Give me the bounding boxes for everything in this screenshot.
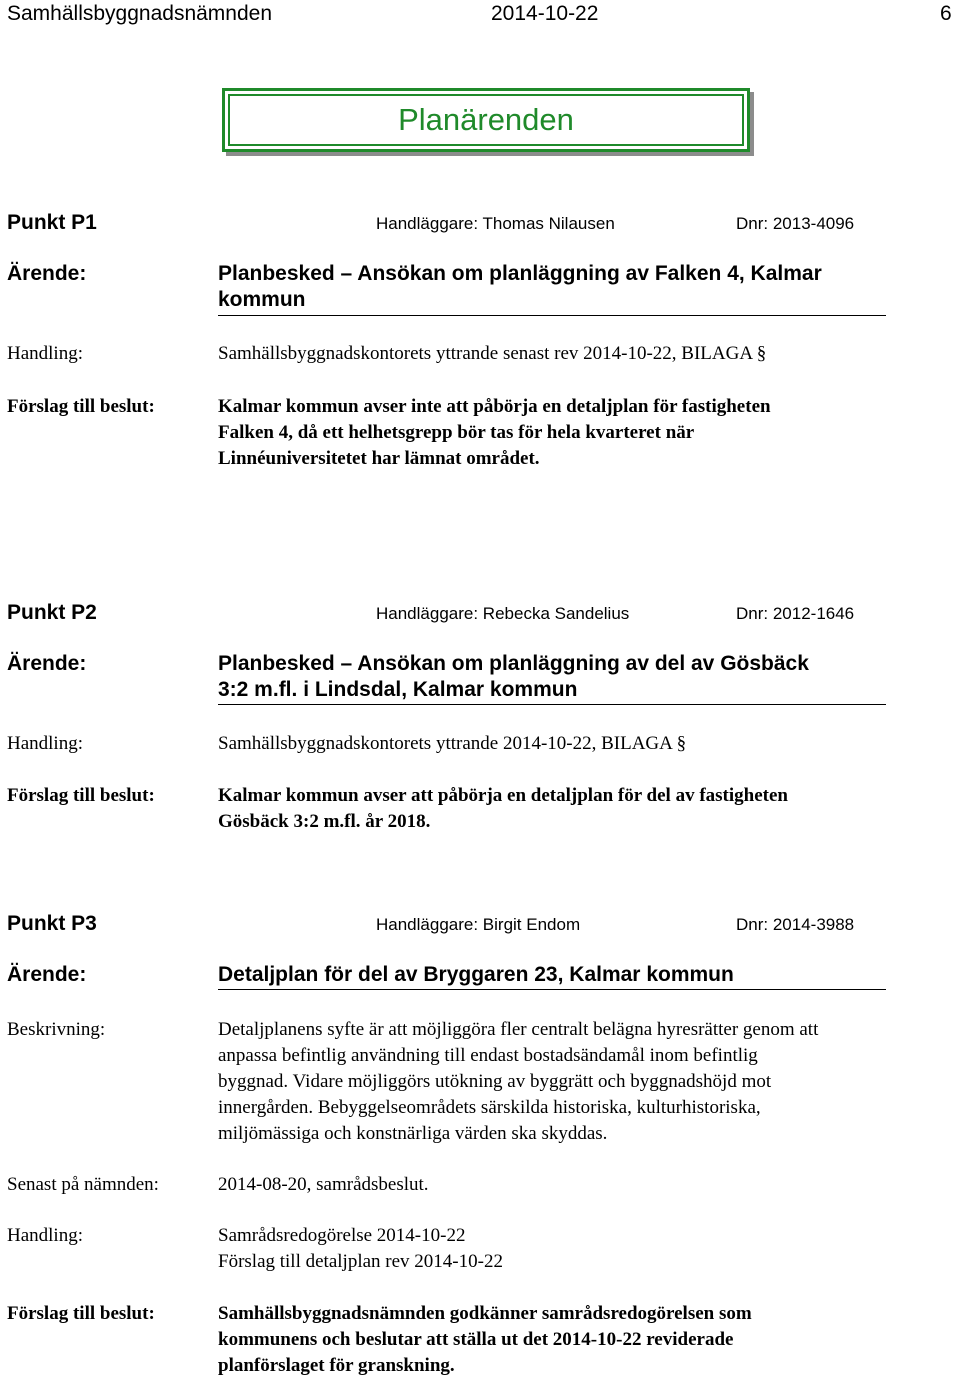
handling-text: Samhällsbyggnadskontorets yttrande senast rev 2014-10-22, BILAGA [218,343,753,364]
punkt-p1-handling [218,341,766,367]
punkt-p3-heading: Punkt P3 [7,912,97,935]
beslut-line: Gösbäck 3:2 m.fl. år 2018. [218,811,431,832]
beslut-line: Kalmar kommun avser inte att påbörja en detaljplan för fastigheten [218,396,771,417]
beslut-line: Samhällsbyggnadsnämnden godkänner samrådsredogörelsen som [218,1303,752,1324]
beskrivning-line: miljömässiga och konstnärliga värden ska skyddas. [218,1123,608,1144]
arende-line: 3:2 m.fl. i Lindsdal, Kalmar kommun [218,678,578,701]
punkt-p3-beslut [218,1301,752,1379]
punkt-p3-handling [218,1223,503,1275]
punkt-p2-arende-label: Ärende: [7,652,87,675]
beskrivning-line: byggnad. Vidare möjliggörs utökning av byggrätt och byggnadshöjd mot [218,1071,772,1092]
header-committee: Samhällsbyggnadsnämnden [7,2,273,25]
punkt-p1-arende [218,261,886,313]
handling-line: Förslag till detaljplan rev 2014-10-22 [218,1251,503,1272]
punkt-p3-dnr: Dnr: 2014-3988 [736,915,855,934]
punkt-p1-beslut [218,394,771,472]
handling-line: Samrådsredogörelse 2014-10-22 [218,1225,466,1246]
punkt-p1-handling-label: Handling: [7,343,83,364]
arende-line: Detaljplan för del av Bryggaren 23, Kalmar kommun [218,963,734,986]
section-mark-icon: § [756,343,767,364]
beslut-line: planförslaget för granskning. [218,1355,455,1376]
punkt-p1-dnr: Dnr: 2013-4096 [736,214,855,233]
header-date: 2014-10-22 [491,2,599,25]
page-title: Planärenden [398,102,574,137]
handling-text: Samhällsbyggnadskontorets yttrande 2014-10-22, BILAGA [218,733,672,754]
punkt-p2-heading: Punkt P2 [7,601,97,624]
beslut-line: Linnéuniversitetet har lämnat området. [218,448,540,469]
punkt-p2-handling [218,731,686,757]
punkt-p3-senast: 2014-08-20, samrådsbeslut. [218,1174,429,1195]
punkt-p2-handling-label: Handling: [7,733,83,754]
punkt-p3-handlaggare: Handläggare: Birgit Endom [376,915,581,934]
punkt-p1-handlaggare: Handläggare: Thomas Nilausen [376,214,615,233]
beskrivning-line: anpassa befintlig användning till endast bostadsändamål inom befintlig [218,1045,758,1066]
arende-line: Planbesked – Ansökan om planläggning av Falken 4, Kalmar [218,262,822,285]
beskrivning-line: Detaljplanens syfte är att möjliggöra fler centralt belägna hyresrätter genom att [218,1019,819,1040]
punkt-p3-beslut-label: Förslag till beslut: [7,1303,155,1324]
arende-line: kommun [218,288,306,311]
header-page-number: 6 [940,2,952,25]
punkt-p3-beskrivning-label: Beskrivning: [7,1019,106,1040]
beskrivning-line: innergården. Bebyggelseområdets särskilda historiska, kulturhistoriska, [218,1097,761,1118]
beslut-line: Kalmar kommun avser att påbörja en detaljplan för del av fastigheten [218,785,788,806]
punkt-p2-handlaggare: Handläggare: Rebecka Sandelius [376,604,630,623]
beslut-line: kommunens och beslutar att ställa ut det 2014-10-22 reviderade [218,1329,734,1350]
punkt-p3-arende [218,962,886,988]
title-box [222,88,750,152]
section-mark-icon: § [676,733,687,754]
punkt-p1-arende-rule [218,315,886,316]
punkt-p2-arende-rule [218,704,886,705]
punkt-p2-beslut [218,783,788,835]
punkt-p1-arende-label: Ärende: [7,262,87,285]
punkt-p3-beskrivning [218,1017,818,1147]
beslut-line: Falken 4, då ett helhetsgrepp bör tas för hela kvarteret när [218,422,695,443]
punkt-p3-arende-rule [218,989,886,990]
punkt-p2-beslut-label: Förslag till beslut: [7,785,155,806]
punkt-p1-beslut-label: Förslag till beslut: [7,396,155,417]
punkt-p1-heading: Punkt P1 [7,211,97,234]
punkt-p2-dnr: Dnr: 2012-1646 [736,604,855,623]
punkt-p2-arende [218,651,886,703]
title-box-inner [228,94,744,146]
punkt-p3-senast-label: Senast på nämnden: [7,1174,159,1195]
punkt-p3-arende-label: Ärende: [7,963,87,986]
punkt-p3-handling-label: Handling: [7,1225,83,1246]
arende-line: Planbesked – Ansökan om planläggning av del av Gösbäck [218,652,809,675]
